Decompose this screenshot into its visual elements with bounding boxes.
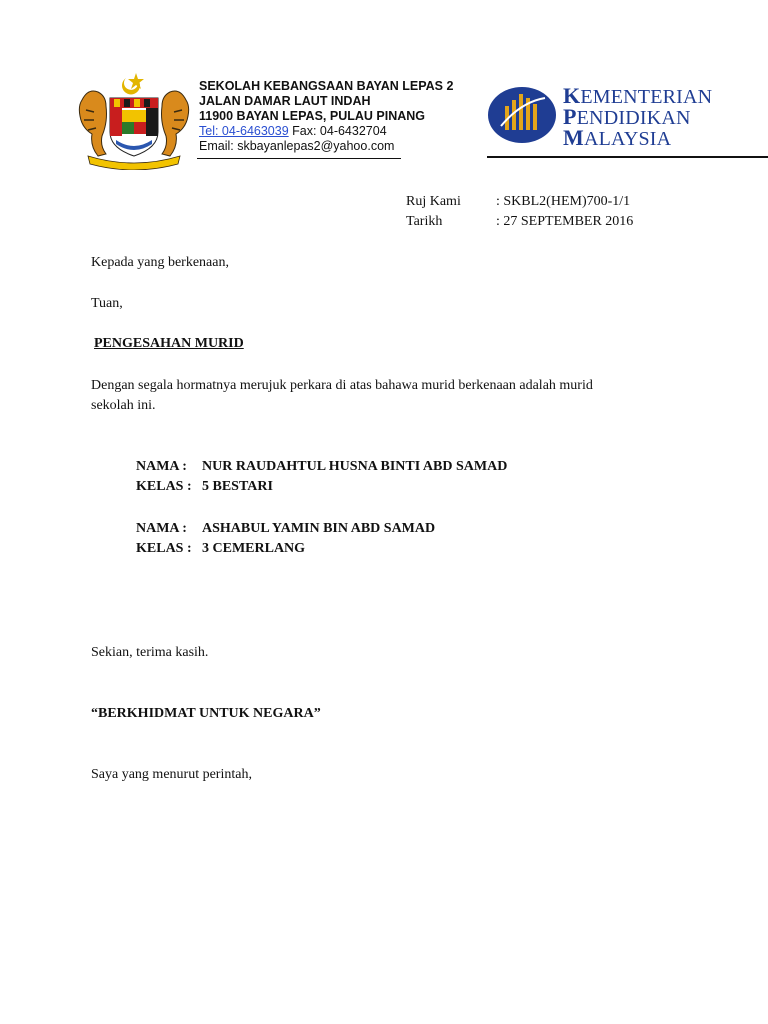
intro-line-1: Dengan segala hormatnya merujuk perkara di atas bahawa murid berkenaan adalah murid [91,378,593,393]
student-entry [136,519,435,559]
intro-line-2: sekolah ini. [91,398,156,413]
student-class: 5 BESTARI [202,479,273,494]
school-divider [197,158,401,159]
school-email: Email: skbayanlepas2@yahoo.com [199,139,395,153]
kpm-logo-icon [487,86,557,144]
student-name: NUR RAUDAHTUL HUSNA BINTI ABD SAMAD [202,459,508,474]
student-name: ASHABUL YAMIN BIN ABD SAMAD [202,521,436,536]
salutation-to: Kepada yang berkenaan, [91,255,229,270]
ruj-value: : SKBL2(HEM)700-1/1 [496,194,631,209]
tarikh-label: Tarikh [406,214,443,229]
school-contact [199,124,479,139]
student-class: 3 CEMERLANG [202,541,306,556]
school-letterhead [199,79,479,154]
nama-label: NAMA : [136,521,187,536]
student-entry [136,457,507,497]
kelas-label: KELAS : [136,479,192,494]
subject-title: PENGESAHAN MURID [94,336,244,351]
fax-text: Fax: 04-6432704 [288,124,387,138]
salutation: Tuan, [91,296,123,311]
school-address-1: JALAN DAMAR LAUT INDAH [199,94,371,108]
reference-block [406,192,633,232]
tarikh-value: : 27 SEPTEMBER 2016 [496,214,634,229]
header-divider [487,156,768,158]
nama-label: NAMA : [136,459,187,474]
ruj-row [406,192,633,212]
tarikh-row [406,212,633,232]
closing-text: Sekian, terima kasih. [91,645,209,660]
kelas-label: KELAS : [136,541,192,556]
school-address-2: 11900 BAYAN LEPAS, PULAU PINANG [199,109,426,123]
motto: “BERKHIDMAT UNTUK NEGARA” [91,706,321,721]
tel-link[interactable]: Tel: 04-6463039 [199,124,289,138]
signoff: Saya yang menurut perintah, [91,767,252,782]
school-name: SEKOLAH KEBANGSAAN BAYAN LEPAS 2 [199,79,454,93]
ruj-label: Ruj Kami [406,194,461,209]
coat-of-arms-icon [74,70,194,170]
ministry-name: KEMENTERIAN PENDIDIKAN MALAYSIA [563,83,713,150]
